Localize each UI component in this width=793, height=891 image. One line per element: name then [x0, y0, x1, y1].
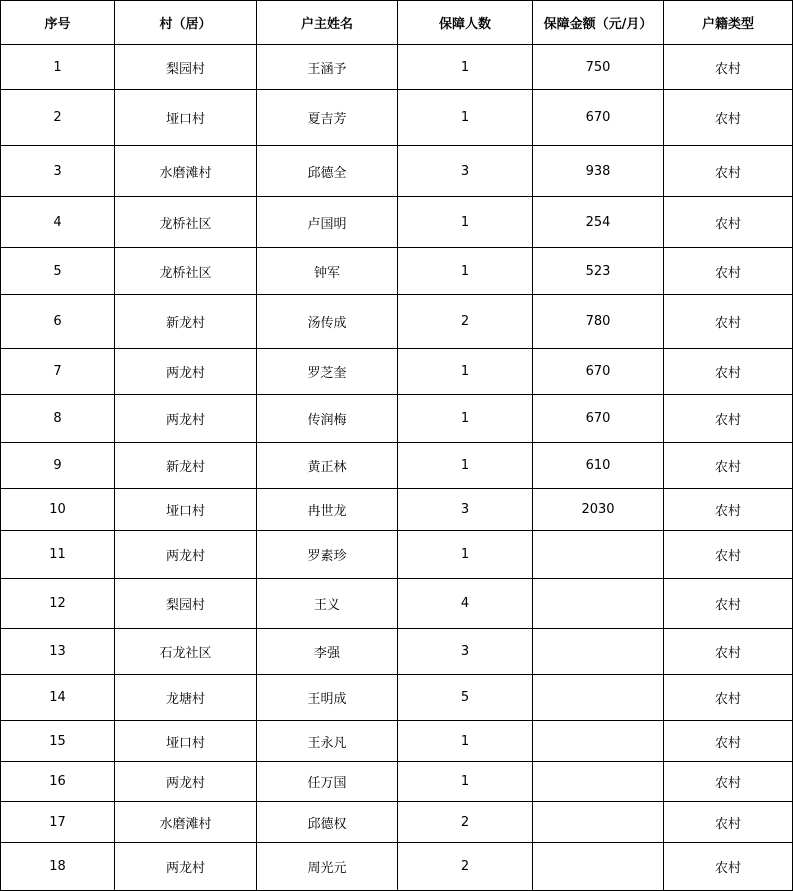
table-row	[1, 90, 793, 146]
cell-amount: 670	[533, 349, 664, 395]
cell-householder-name: 周光元	[257, 843, 398, 891]
cell-serial: 7	[1, 349, 115, 395]
cell-household-type: 农村	[664, 197, 793, 248]
table-row	[1, 248, 793, 295]
cell-village: 新龙村	[115, 443, 257, 489]
cell-covered-persons: 3	[398, 146, 533, 197]
cell-serial: 17	[1, 802, 115, 843]
cell-household-type: 农村	[664, 802, 793, 843]
cell-serial: 16	[1, 762, 115, 802]
header-household-type: 户籍类型	[664, 1, 793, 45]
cell-covered-persons: 2	[398, 295, 533, 349]
table-row	[1, 721, 793, 762]
cell-amount: 780	[533, 295, 664, 349]
cell-covered-persons: 1	[398, 443, 533, 489]
cell-covered-persons: 1	[398, 197, 533, 248]
cell-household-type: 农村	[664, 629, 793, 675]
table-header-row	[1, 1, 793, 45]
cell-covered-persons: 1	[398, 45, 533, 90]
cell-household-type: 农村	[664, 443, 793, 489]
cell-village: 水磨滩村	[115, 802, 257, 843]
table-row	[1, 531, 793, 579]
cell-amount: 523	[533, 248, 664, 295]
cell-household-type: 农村	[664, 146, 793, 197]
cell-covered-persons: 5	[398, 675, 533, 721]
cell-village: 垭口村	[115, 721, 257, 762]
header-covered-persons: 保障人数	[398, 1, 533, 45]
cell-serial: 9	[1, 443, 115, 489]
table-row	[1, 629, 793, 675]
cell-household-type: 农村	[664, 531, 793, 579]
table-row	[1, 802, 793, 843]
cell-householder-name: 冉世龙	[257, 489, 398, 531]
cell-village: 龙桥社区	[115, 197, 257, 248]
table-row	[1, 443, 793, 489]
cell-amount: 670	[533, 395, 664, 443]
cell-covered-persons: 1	[398, 349, 533, 395]
cell-household-type: 农村	[664, 843, 793, 891]
cell-village: 两龙村	[115, 843, 257, 891]
cell-householder-name: 邱德全	[257, 146, 398, 197]
table-row	[1, 45, 793, 90]
cell-serial: 6	[1, 295, 115, 349]
cell-village: 梨园村	[115, 45, 257, 90]
cell-householder-name: 黄正林	[257, 443, 398, 489]
cell-serial: 18	[1, 843, 115, 891]
cell-household-type: 农村	[664, 295, 793, 349]
header-serial: 序号	[1, 1, 115, 45]
cell-amount	[533, 802, 664, 843]
cell-householder-name: 王永凡	[257, 721, 398, 762]
table-row	[1, 295, 793, 349]
cell-amount: 750	[533, 45, 664, 90]
cell-covered-persons: 3	[398, 629, 533, 675]
cell-serial: 14	[1, 675, 115, 721]
cell-amount	[533, 762, 664, 802]
cell-household-type: 农村	[664, 489, 793, 531]
cell-covered-persons: 4	[398, 579, 533, 629]
cell-covered-persons: 1	[398, 721, 533, 762]
table-row	[1, 675, 793, 721]
cell-household-type: 农村	[664, 248, 793, 295]
cell-village: 梨园村	[115, 579, 257, 629]
cell-serial: 11	[1, 531, 115, 579]
cell-household-type: 农村	[664, 395, 793, 443]
cell-serial: 2	[1, 90, 115, 146]
cell-household-type: 农村	[664, 721, 793, 762]
cell-covered-persons: 1	[398, 531, 533, 579]
cell-covered-persons: 1	[398, 248, 533, 295]
cell-covered-persons: 2	[398, 843, 533, 891]
table-row	[1, 843, 793, 891]
cell-householder-name: 罗芝奎	[257, 349, 398, 395]
cell-village: 两龙村	[115, 395, 257, 443]
cell-household-type: 农村	[664, 45, 793, 90]
cell-amount	[533, 531, 664, 579]
cell-serial: 10	[1, 489, 115, 531]
cell-householder-name: 罗素珍	[257, 531, 398, 579]
cell-village: 两龙村	[115, 531, 257, 579]
cell-amount: 254	[533, 197, 664, 248]
cell-amount	[533, 843, 664, 891]
cell-householder-name: 王义	[257, 579, 398, 629]
table-row	[1, 762, 793, 802]
cell-village: 两龙村	[115, 762, 257, 802]
cell-village: 龙桥社区	[115, 248, 257, 295]
cell-amount: 2030	[533, 489, 664, 531]
cell-householder-name: 王明成	[257, 675, 398, 721]
cell-village: 两龙村	[115, 349, 257, 395]
table-row	[1, 197, 793, 248]
cell-household-type: 农村	[664, 579, 793, 629]
cell-serial: 12	[1, 579, 115, 629]
cell-serial: 15	[1, 721, 115, 762]
header-amount: 保障金额（元/月）	[533, 1, 664, 45]
table-row	[1, 489, 793, 531]
cell-covered-persons: 1	[398, 762, 533, 802]
cell-village: 龙塘村	[115, 675, 257, 721]
table-body	[1, 45, 793, 891]
cell-household-type: 农村	[664, 762, 793, 802]
cell-serial: 4	[1, 197, 115, 248]
cell-serial: 8	[1, 395, 115, 443]
table-row	[1, 349, 793, 395]
cell-covered-persons: 1	[398, 395, 533, 443]
cell-serial: 13	[1, 629, 115, 675]
cell-amount	[533, 629, 664, 675]
header-village: 村（居）	[115, 1, 257, 45]
cell-householder-name: 夏吉芳	[257, 90, 398, 146]
table-row	[1, 146, 793, 197]
cell-village: 垭口村	[115, 489, 257, 531]
cell-covered-persons: 3	[398, 489, 533, 531]
table-row	[1, 395, 793, 443]
cell-householder-name: 卢国明	[257, 197, 398, 248]
cell-village: 水磨滩村	[115, 146, 257, 197]
cell-amount	[533, 579, 664, 629]
cell-householder-name: 邱德权	[257, 802, 398, 843]
header-householder-name: 户主姓名	[257, 1, 398, 45]
cell-village: 石龙社区	[115, 629, 257, 675]
cell-householder-name: 钟军	[257, 248, 398, 295]
cell-householder-name: 王涵予	[257, 45, 398, 90]
cell-householder-name: 传润梅	[257, 395, 398, 443]
cell-covered-persons: 1	[398, 90, 533, 146]
cell-amount: 610	[533, 443, 664, 489]
cell-serial: 1	[1, 45, 115, 90]
cell-household-type: 农村	[664, 90, 793, 146]
cell-householder-name: 任万国	[257, 762, 398, 802]
cell-householder-name: 汤传成	[257, 295, 398, 349]
cell-village: 新龙村	[115, 295, 257, 349]
table-row	[1, 579, 793, 629]
cell-amount	[533, 675, 664, 721]
cell-covered-persons: 2	[398, 802, 533, 843]
cell-serial: 3	[1, 146, 115, 197]
cell-household-type: 农村	[664, 675, 793, 721]
cell-amount	[533, 721, 664, 762]
cell-village: 垭口村	[115, 90, 257, 146]
cell-householder-name: 李强	[257, 629, 398, 675]
cell-amount: 670	[533, 90, 664, 146]
cell-household-type: 农村	[664, 349, 793, 395]
cell-serial: 5	[1, 248, 115, 295]
cell-amount: 938	[533, 146, 664, 197]
